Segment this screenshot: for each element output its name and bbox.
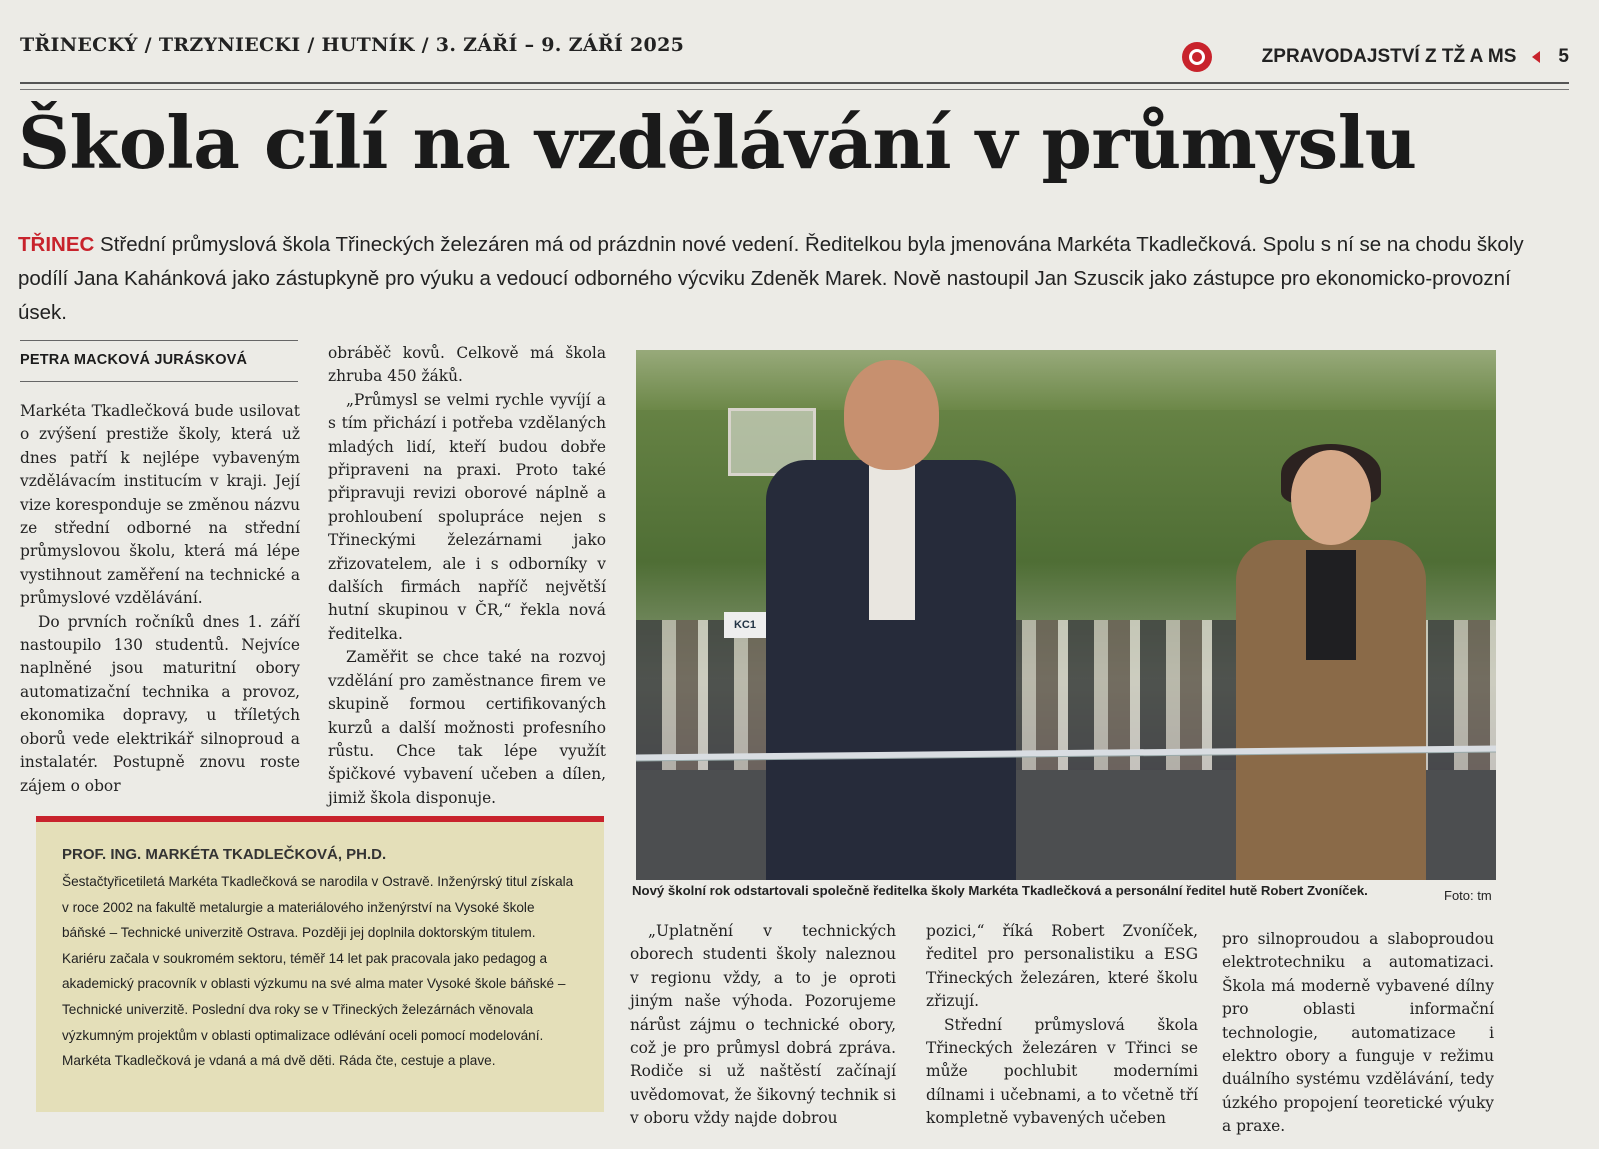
article-column-5 <box>1222 928 1494 1139</box>
event-photo <box>636 350 1496 880</box>
bio-title: PROF. ING. MARKÉTA TKADLEČKOVÁ, PH.D. <box>62 846 387 863</box>
lead-text: Střední průmyslová škola Třineckých železáren má od prázdnin nové vedení. Ředitelkou byla jmenována Markéta Tkadlečková. Spolu s ní se na chodu školy podílí Jana Kahánková jako zástupkyně pro výuku a vedoucí odborného výcviku Zdeněk Marek. Nově nastoupil Jan Szuscik jako zástupce pro ekonomicko-provozní úsek. <box>18 233 1524 324</box>
section-label: ZPRAVODAJSTVÍ Z TŽ A MS <box>1261 46 1517 67</box>
header-rule <box>20 82 1569 84</box>
bio-box <box>36 816 604 1112</box>
header-rule-thin <box>20 89 1569 90</box>
headline: Škola cílí na vzdělávání v průmyslu <box>18 100 1417 185</box>
page-number: 5 <box>1558 46 1569 67</box>
trinec-logo-icon <box>1182 42 1212 72</box>
bio-text: Šestačtyřicetiletá Markéta Tkadlečková se narodila v Ostravě. Inženýrský titul získala v roce 2002 na fakultě metalurgie a materiálového inženýrství na Vysoké škole báňské – Technické univerzitě Ostrava. Později jej doplnila doktorským titulem. Kariéru začala v soukromém sektoru, téměř 14 let pak pracovala jako pedagog a akademický pracovník v oblasti výzkumu na své alma mater Vysoké škole báňské – Technické univerzitě. Poslední dva roky se v Třineckých železárnách věnovala výzkumným projektům v oblasti optimalizace odlévání oceli pomocí modelování. Markéta Tkadlečková je vdaná a má dvě děti. Ráda čte, cestuje a plave. <box>62 874 574 1069</box>
photo-caption: Nový školní rok odstartovali společně ředitelka školy Markéta Tkadlečková a personální ředitel hutě Robert Zvoníček. <box>632 883 1368 898</box>
masthead: TŘINECKÝ / TRZYNIECKI / HUTNÍK / 3. ZÁŘÍ – 9. ZÁŘÍ 2025 <box>20 34 685 56</box>
photo-credit: Foto: tm <box>1444 888 1492 903</box>
triangle-marker-icon <box>1532 51 1540 63</box>
article-column-4 <box>926 920 1198 1131</box>
paragraph: Střední průmyslová škola Třineckých železáren v Třinci se může pochlubit moderními dílnami i učebnami, a to včetně tří kompletně vybavených učeben <box>926 1015 1198 1128</box>
woman-figure <box>1236 450 1426 880</box>
paragraph: Do prvních ročníků dnes 1. září nastoupilo 130 studentů. Nejvíce naplněné jsou maturitní obory automatizační technika a provoz, ekonomika dopravy, u tříletých oborů vede elektrikář silnoproud a instalatér. Postupně znovu roste zájem o obor <box>20 612 300 795</box>
paragraph: obráběč kovů. Celkově má škola zhruba 450 žáků. <box>328 344 606 386</box>
author-byline: PETRA MACKOVÁ JURÁSKOVÁ <box>20 352 248 368</box>
paragraph: pro silnoproudou a slaboproudou elektrotechniku a automatizaci. Škola má moderně vybavené dílny pro oblasti informační technologie, automatizace i elektro obory a funguje v režimu duálního systému vzdělávání, tedy úzkého propojení teoretické výuky a praxe. <box>1222 930 1494 1136</box>
paragraph: Markéta Tkadlečková bude usilovat o zvýšení prestiže školy, která už dnes patří k nejlépe vybaveným vzdělávacím institucím v kraji. Její vize koresponduje se změnou názvu ze střední odborné na střední průmyslovou školu, která má lépe vystihnout zaměření na technické a průmyslové vzdělávání. <box>20 402 300 608</box>
article-column-1 <box>20 400 300 798</box>
lead-paragraph <box>18 228 1538 330</box>
article-column-3 <box>630 920 896 1131</box>
paragraph: Zaměřit se chce také na rozvoj vzdělání pro zaměstnance firem ve skupině formou certifikovaných kurzů a další možnosti profesního růstu. Chce tak lépe využít špičkové vybavení učeben a dílen, jimiž škola disponuje. <box>328 648 606 807</box>
man-figure <box>766 360 1016 880</box>
location-tag: TŘINEC <box>18 233 95 256</box>
author-rule-bottom <box>20 381 298 382</box>
paragraph: pozici,“ říká Robert Zvoníček, ředitel pro personalistiku a ESG Třineckých železáren, které školu zřizují. <box>926 922 1198 1011</box>
name-badge: KC1 <box>724 612 766 638</box>
author-rule-top <box>20 340 298 341</box>
article-column-2 <box>328 342 606 810</box>
section-header <box>1182 42 1569 72</box>
paragraph: „Průmysl se velmi rychle vyvíjí a s tím přichází i potřeba vzdělaných mladých lidí, kteří budou dobře připraveni na praxi. Proto také připravuji revizi oborové náplně a prohloubení spolupráce nejen s Třineckými železárnami jako zřizovatelem, ale i s odborníky v dalších firmách napříč největší hutní skupinou v ČR,“ řekla nová ředitelka. <box>328 390 606 643</box>
paragraph: „Uplatnění v technických oborech studenti školy naleznou v regionu vždy, a to je oproti jiným naše výhoda. Pozorujeme nárůst zájmu o technické obory, což je pro průmysl dobrá zpráva. Rodiče si už naštěstí začínají uvědomovat, že šikovný technik si v oboru vždy najde dobrou <box>630 922 896 1128</box>
